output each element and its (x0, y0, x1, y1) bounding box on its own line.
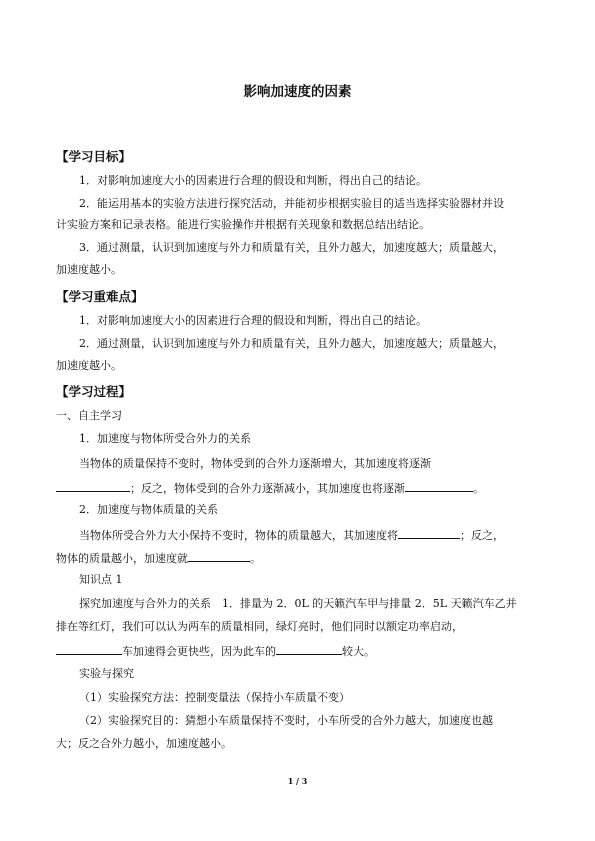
fill-blank (405, 480, 473, 492)
goal-item-1: 1．对影响加速度大小的因素进行合理的假设和判断，得出自己的结论。 (79, 174, 427, 187)
subsection-2-title: 2．加速度与物体质量的关系 (79, 503, 218, 516)
fill-blank (56, 643, 122, 655)
goal-item-2-line-2: 计实验方案和记录表格。能进行实验操作并根据有关现象和数据总结出结论。 (56, 218, 430, 231)
subsection-2-paragraph-line-2: 物体的质量越小，加速度就 。 (56, 552, 261, 565)
goal-item-3-line-1: 3．通过测量，认识到加速度与外力和质量有关，且外力越大，加速度越大；质量越大， (79, 241, 504, 254)
subsection-1-title: 1．加速度与物体所受合外力的关系 (79, 432, 251, 445)
experiment-purpose-line-1: （2）实验探究目的：猜想小车质量保持不变时，小车所受的合外力越大，加速度也越 (79, 714, 493, 727)
goal-item-2-line-1: 2．能运用基本的实验方法进行探究活动，并能初步根据实验目的适当选择实验器材并设 (79, 197, 504, 210)
subsection-1-paragraph-line-2: ；反之，物体受到的合外力逐渐减小，其加速度也将逐渐 。 (56, 480, 484, 496)
knowledge-point-1-line-1: 探究加速度与合外力的关系 1．排量为 2．0L 的天籁汽车甲与排量 2．5L 天籁汽车乙并 (79, 597, 517, 610)
experiment-heading: 实验与探究 (79, 667, 134, 680)
experiment-method: （1）实验探究方法：控制变量法（保持小车质量不变） (79, 691, 350, 704)
fill-blank (56, 480, 130, 492)
knowledge-point-1-line-3: 车加速得会更快些，因为此车的 较大。 (56, 643, 375, 659)
key-point-item-2-line-2: 加速度越小。 (56, 359, 122, 372)
page-number: 1 / 3 (287, 776, 308, 786)
fill-blank (398, 527, 460, 539)
key-point-item-1: 1．对影响加速度大小的因素进行合理的假设和判断，得出自己的结论。 (79, 314, 427, 327)
section-heading-process: 【学习过程】 (56, 384, 132, 399)
self-study-heading: 一、自主学习 (56, 409, 122, 422)
subsection-2-paragraph-line-1: 当物体所受合外力大小保持不变时，物体的质量越大，其加速度将 ；反之， (79, 529, 504, 542)
key-point-item-2-line-1: 2．通过测量，认识到加速度与外力和质量有关，且外力越大，加速度越大；质量越大， (79, 337, 504, 350)
section-heading-goals: 【学习目标】 (56, 149, 132, 164)
experiment-purpose-line-2: 大；反之合外力越小，加速度越小。 (56, 737, 232, 750)
goal-item-3-line-2: 加速度越小。 (56, 263, 122, 276)
subsection-1-paragraph-line-1: 当物体的质量保持不变时，物体受到的合外力逐渐增大，其加速度将逐渐 (79, 457, 431, 470)
knowledge-point-1-label: 知识点 1 (79, 573, 123, 586)
knowledge-point-1-line-2: 排在等红灯，我们可以认为两车的质量相同，绿灯亮时，他们同时以额定功率启动， (56, 620, 463, 633)
page-title: 影响加速度的因素 (243, 84, 352, 100)
section-heading-key-points: 【学习重难点】 (56, 289, 144, 304)
fill-blank (188, 550, 250, 562)
fill-blank (276, 643, 342, 655)
